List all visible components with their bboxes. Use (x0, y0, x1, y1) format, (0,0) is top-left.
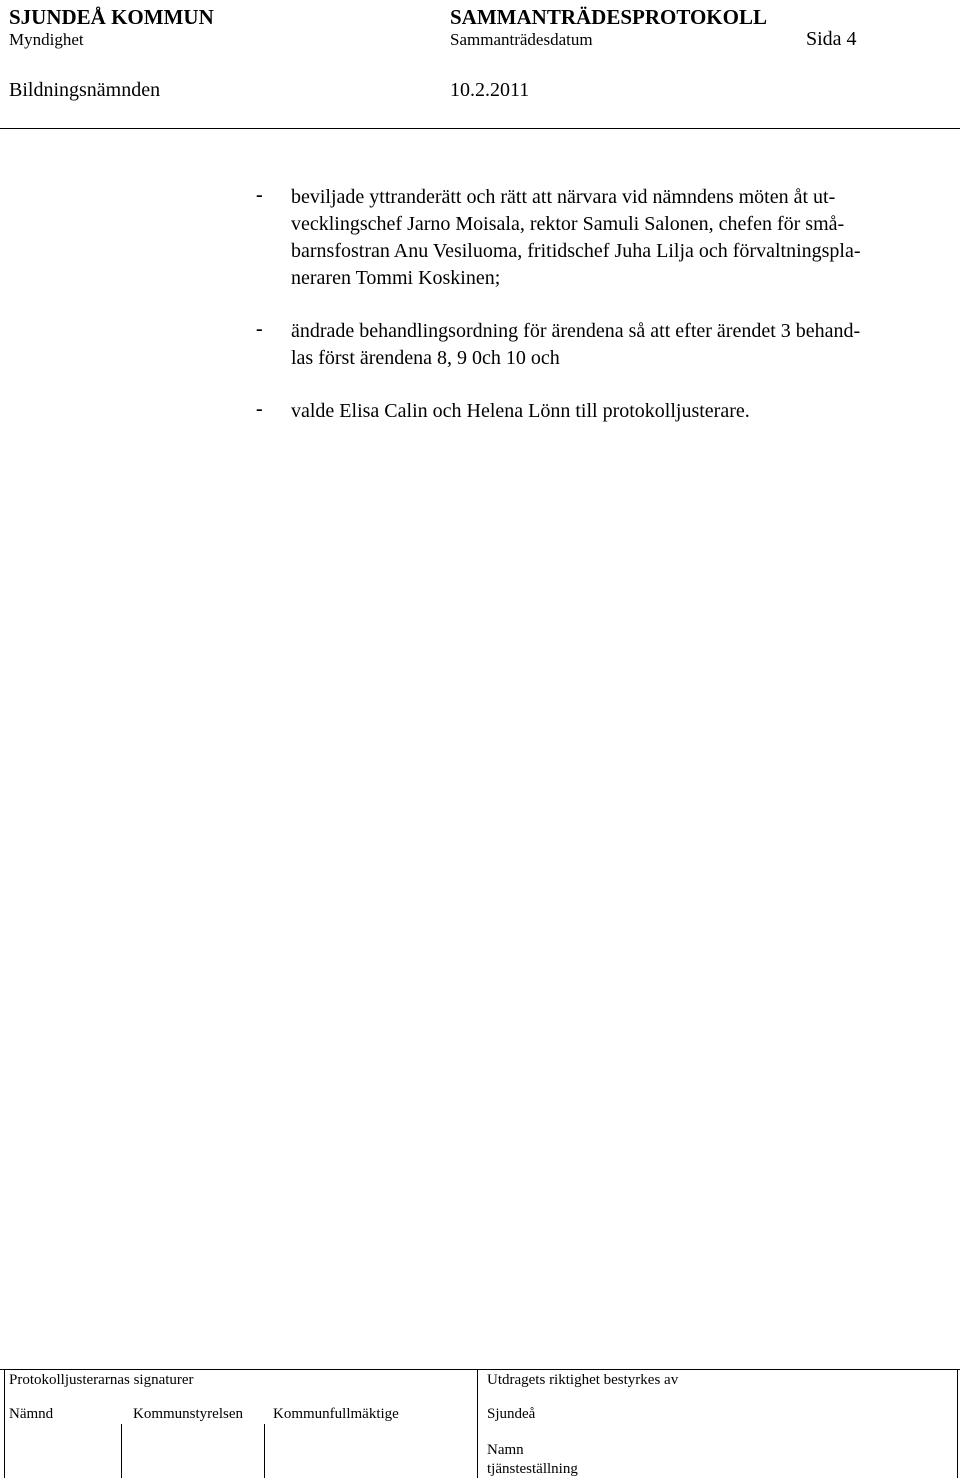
document-type: SAMMANTRÄDESPROTOKOLL (450, 5, 767, 29)
authority-label: Myndighet (9, 30, 84, 49)
column-kommunfullmaktige: Kommunfullmäktige (273, 1406, 399, 1422)
header-divider (0, 128, 960, 129)
signatures-label: Protokolljusterarnas signaturer (9, 1372, 194, 1388)
footer-divider-1 (121, 1424, 122, 1478)
text-line: barnsfostran Anu Vesiluoma, fritidschef Juha Lilja och förvaltningspla- (291, 240, 861, 262)
text-line: neraren Tommi Koskinen; (291, 267, 501, 289)
position-label: tjänsteställning (487, 1461, 578, 1477)
column-kommunstyrelsen: Kommunstyrelsen (133, 1406, 243, 1422)
footer-border-left (4, 1369, 5, 1478)
meeting-date: 10.2.2011 (450, 79, 530, 101)
name-label: Namn (487, 1442, 524, 1458)
footer-divider-3 (477, 1369, 478, 1478)
municipality-name: SJUNDEÅ KOMMUN (9, 5, 214, 29)
date-label: Sammanträdesdatum (450, 30, 593, 49)
list-item-text (291, 318, 951, 372)
list-dash: - (256, 184, 263, 206)
footer-top-rule (0, 1369, 960, 1370)
page-number: Sida 4 (806, 28, 857, 50)
list-item-text (291, 398, 951, 425)
text-line: vecklingschef Jarno Moisala, rektor Samuli Salonen, chefen för små- (291, 213, 845, 235)
authority-name: Bildningsnämnden (9, 79, 161, 101)
list-item-text (291, 184, 951, 292)
footer-divider-2 (264, 1424, 265, 1478)
text-line: las först ärendena 8, 9 0ch 10 och (291, 347, 560, 369)
list-dash: - (256, 398, 263, 420)
text-line: beviljade yttranderätt och rätt att närvara vid nämndens möten åt ut- (291, 186, 836, 208)
footer-border-right (957, 1369, 958, 1478)
certified-label: Utdragets riktighet bestyrkes av (487, 1372, 679, 1388)
text-line: valde Elisa Calin och Helena Lönn till protokolljusterare. (291, 400, 750, 422)
list-dash: - (256, 318, 263, 340)
text-line: ändrade behandlingsordning för ärendena så att efter ärendet 3 behand- (291, 320, 861, 342)
column-namnd: Nämnd (9, 1406, 54, 1422)
place-label: Sjundeå (487, 1406, 536, 1422)
